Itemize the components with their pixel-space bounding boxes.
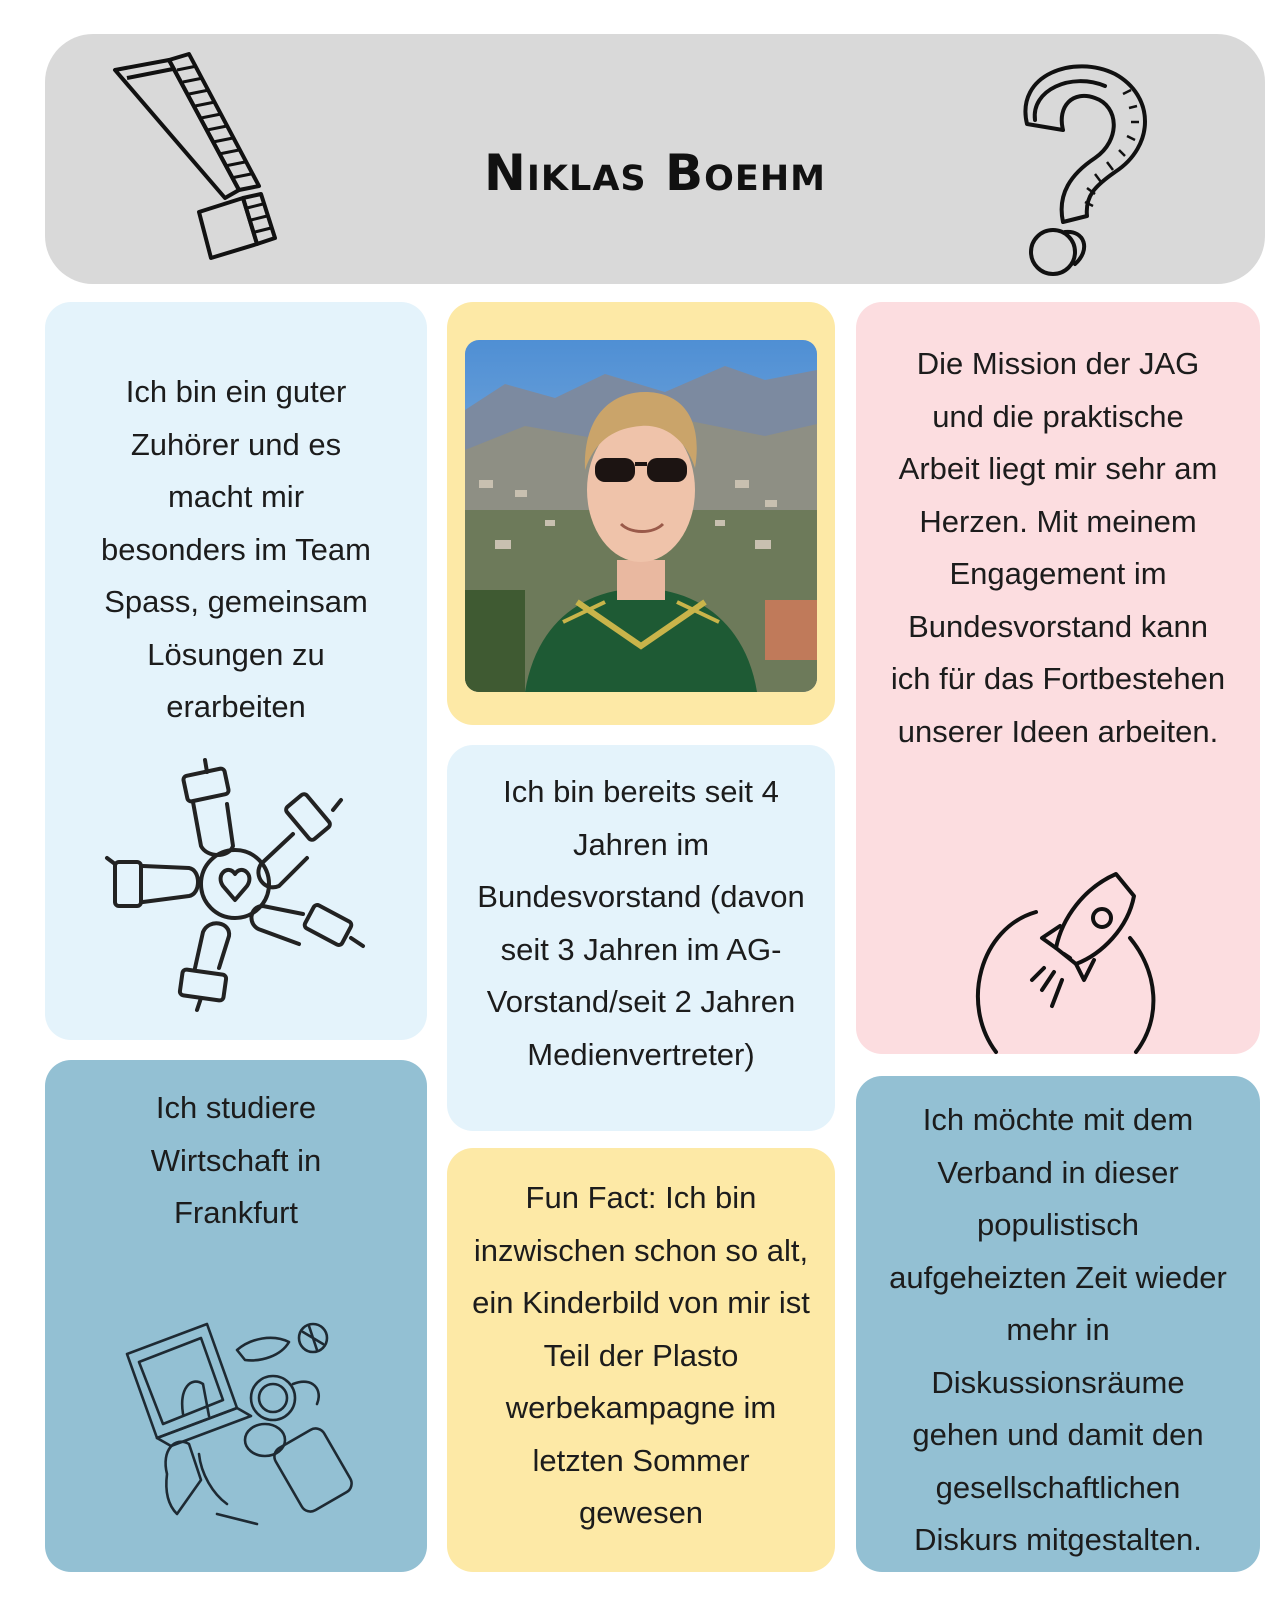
card-board-years (447, 745, 835, 1131)
board-years-text: Ich bin bereits seit 4 Jahren im Bundesvorstand (davon seit 3 Jahren im AG-Vorstand/seit 2 Jahren Medienvertreter) (477, 774, 805, 1072)
study-text: Ich studiere Wirtschaft in Frankfurt (150, 1090, 322, 1230)
desk-laptop-icon (117, 1304, 377, 1534)
card-listener (45, 302, 427, 1040)
fun-fact-text: Fun Fact: Ich bin inzwischen schon so alt, ein Kinderbild von mir ist Teil der Plasto werbekampagne im letzten Sommer gewesen (472, 1180, 810, 1530)
mission-text: Die Mission der JAG und die praktische Arbeit liegt mir sehr am Herzen. Mit meinem Engagement im Bundesvorstand kann ich für das Fortbestehen unserer Ideen arbeiten. (890, 346, 1226, 749)
page-title: Niklas Boehm (484, 144, 826, 202)
question-mark-icon (1005, 54, 1165, 274)
header-banner (45, 34, 1265, 284)
card-study (45, 1060, 427, 1572)
teamwork-fists-icon (97, 754, 377, 1024)
profile-photo (465, 340, 817, 692)
rocket-icon (966, 868, 1166, 1068)
card-goal (856, 1076, 1260, 1572)
card-fun-fact (447, 1148, 835, 1572)
card-photo (447, 302, 835, 725)
listener-text: Ich bin ein guter Zuhörer und es macht mir besonders im Team Spass, gemeinsam Lösungen zu erarbeiten (101, 374, 371, 724)
card-mission (856, 302, 1260, 1054)
goal-text: Ich möchte mit dem Verband in dieser populistisch aufgeheizten Zeit wieder mehr in Diskussionsräume gehen und damit den gesellschaftlichen Diskurs mitgestalten. (889, 1102, 1227, 1557)
